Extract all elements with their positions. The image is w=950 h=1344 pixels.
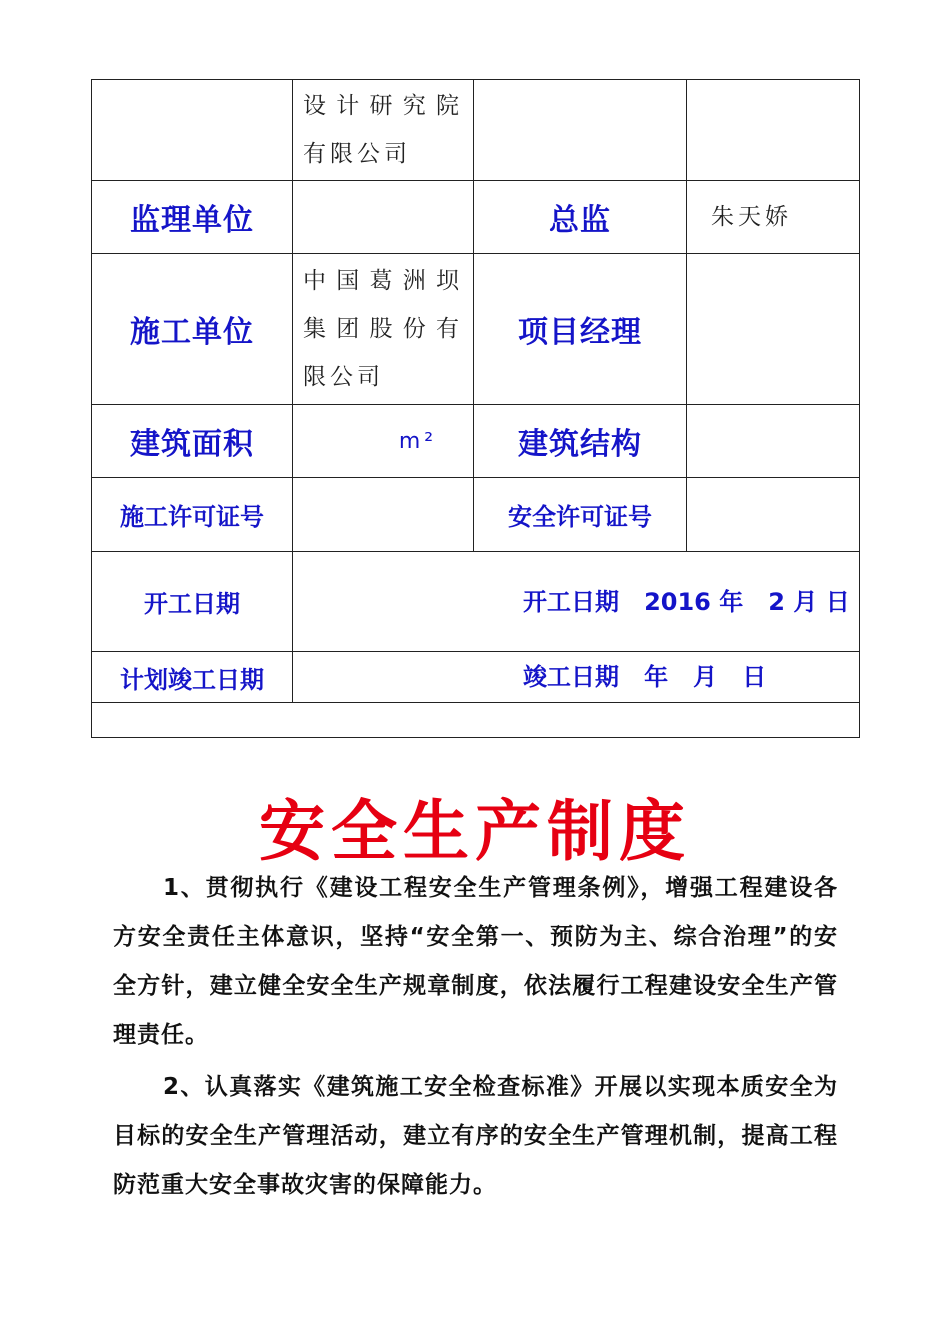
building-structure-label: 建筑结构 <box>474 405 687 478</box>
table-cell <box>92 703 860 738</box>
start-date-label: 开工日期 <box>92 552 293 652</box>
design-unit-name: 设计研究院有限公司 <box>293 80 474 181</box>
start-date-value <box>293 552 860 652</box>
area-unit: m² <box>398 428 438 454</box>
building-area-value <box>293 405 474 478</box>
paragraph-1-text: 1、贯彻执行《建设工程安全生产管理条例》，增强工程建设各方安全责任主体意识，坚持“安全第一、预防为主、综合治理”的安全方针，建立健全安全生产规章制度，依法履行工程建设安全生产管理责任。 <box>113 875 838 1048</box>
chief-supervisor-value: 朱天娇 <box>687 181 860 254</box>
supervision-unit-label: 监理单位 <box>92 181 293 254</box>
start-date-text: 开工日期 2016 年 2 月 日 <box>523 587 850 616</box>
table-row <box>92 552 860 652</box>
table-row <box>92 181 860 254</box>
project-manager-label: 项目经理 <box>474 254 687 405</box>
table-row <box>92 478 860 552</box>
finish-date-text: 竣工日期 年 月 日 <box>523 663 767 691</box>
project-manager-value <box>687 254 860 405</box>
paragraph-2-text: 2、认真落实《建筑施工安全检查标准》开展以实现本质安全为目标的安全生产管理活动，建立有序的安全生产管理机制，提高工程防范重大安全事故灾害的保障能力。 <box>113 1074 838 1198</box>
table-row <box>92 703 860 738</box>
table-cell <box>92 80 293 181</box>
table-cell <box>687 80 860 181</box>
chief-supervisor-label: 总监 <box>474 181 687 254</box>
construction-unit-value: 中国葛洲坝集团股份有限公司 <box>293 254 474 405</box>
document-title: 安全生产制度 <box>259 792 691 870</box>
table-row <box>92 652 860 703</box>
building-structure-value <box>687 405 860 478</box>
build-permit-value <box>293 478 474 552</box>
table-row <box>92 405 860 478</box>
planned-finish-label: 计划竣工日期 <box>92 652 293 703</box>
supervision-unit-value <box>293 181 474 254</box>
paragraph-1 <box>113 864 838 1060</box>
paragraph-2 <box>113 1063 838 1210</box>
table-cell <box>474 80 687 181</box>
building-area-label: 建筑面积 <box>92 405 293 478</box>
project-info-table <box>91 79 860 738</box>
safety-permit-label: 安全许可证号 <box>474 478 687 552</box>
finish-date-value <box>293 652 860 703</box>
table-row <box>92 254 860 405</box>
safety-permit-value <box>687 478 860 552</box>
construction-unit-label: 施工单位 <box>92 254 293 405</box>
table-row <box>92 80 860 181</box>
build-permit-label: 施工许可证号 <box>92 478 293 552</box>
